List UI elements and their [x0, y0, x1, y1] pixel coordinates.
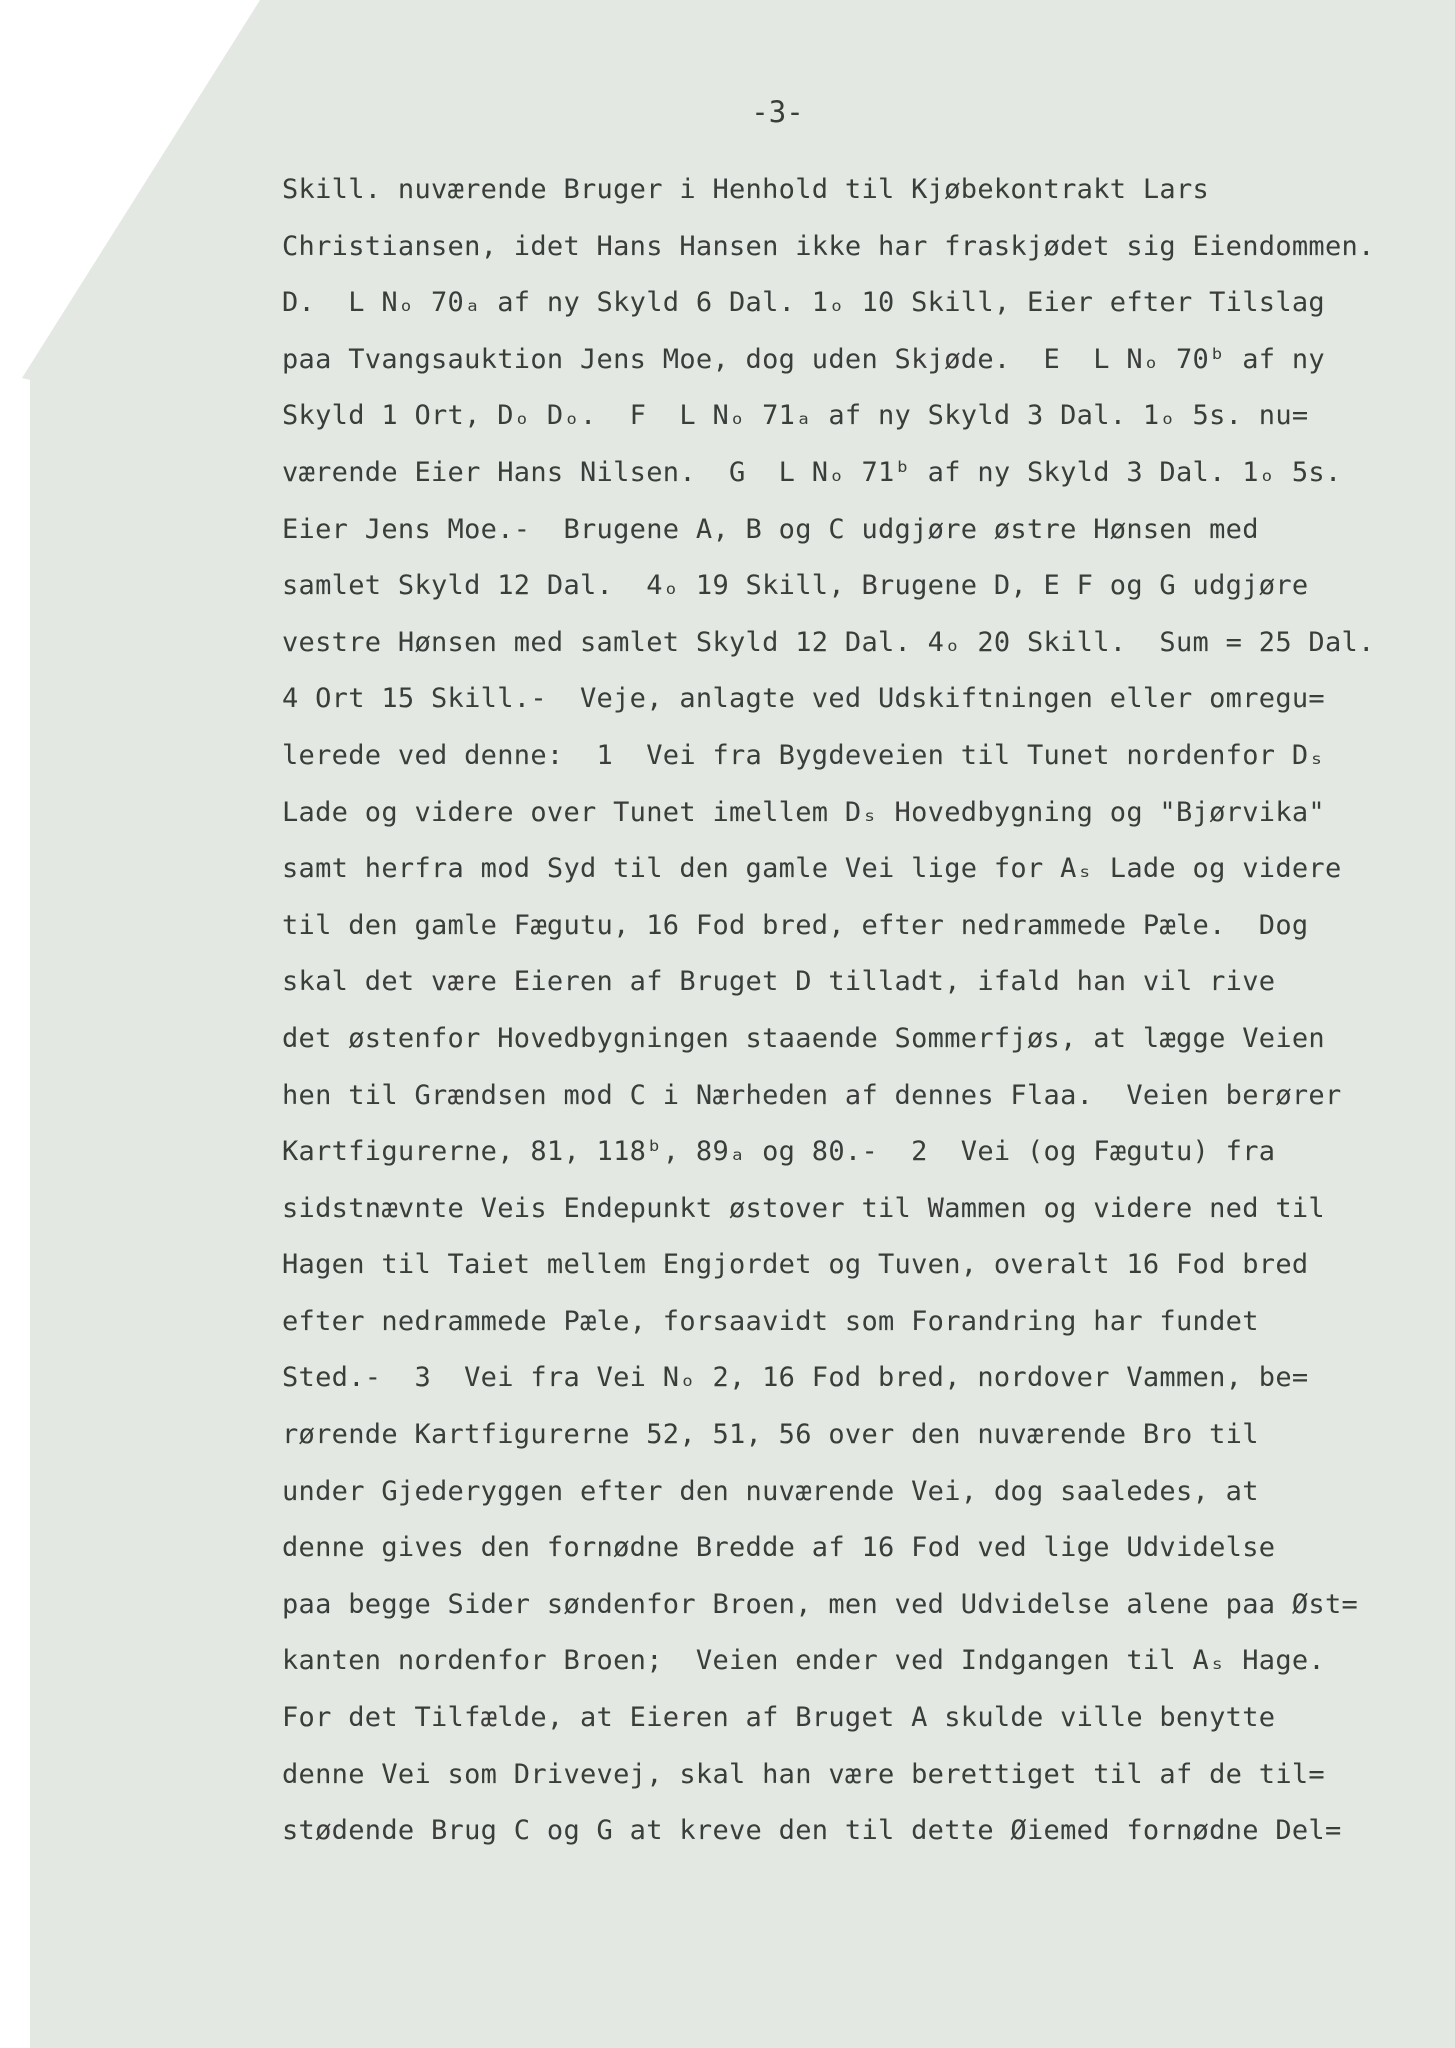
text-line: samlet Skyld 12 Dal. 4ₒ 19 Skill, Brugene D, E F og G udgjøre — [282, 570, 1309, 602]
text-line: det østenfor Hovedbygningen staaende Sommerfjøs, at lægge Veien — [282, 1022, 1325, 1054]
text-line: kanten nordenfor Broen; Veien ender ved Indgangen til Aₛ Hage. — [282, 1645, 1325, 1677]
text-line: vestre Hønsen med samlet Skyld 12 Dal. 4ₒ 20 Skill. Sum = 25 Dal. — [282, 626, 1375, 658]
text-line: hen til Grændsen mod C i Nærheden af dennes Flaa. Veien berører — [282, 1079, 1342, 1111]
text-line: 4 Ort 15 Skill.- Veje, anlagte ved Udskiftningen eller omregu= — [282, 683, 1325, 715]
text-line: under Gjederyggen efter den nuværende Vei, dog saaledes, at — [282, 1475, 1259, 1507]
text-line: For det Tilfælde, at Eieren af Bruget A skulde ville benytte — [282, 1702, 1276, 1734]
text-line: lerede ved denne: 1 Vei fra Bygdeveien til Tunet nordenfor Dₛ — [282, 739, 1325, 771]
text-line: Christiansen, idet Hans Hansen ikke har fraskjødet sig Eiendommen. — [282, 230, 1375, 262]
text-line: Sted.- 3 Vei fra Vei Nₒ 2, 16 Fod bred, nordover Vammen, be= — [282, 1362, 1309, 1394]
text-line: Skyld 1 Ort, Dₒ Dₒ. F L Nₒ 71ₐ af ny Skyld 3 Dal. 1ₒ 5s. nu= — [282, 400, 1309, 432]
text-line: stødende Brug C og G at kreve den til dette Øiemed fornødne Del= — [282, 1815, 1342, 1847]
text-line: til den gamle Fægutu, 16 Fod bred, efter nedrammede Pæle. Dog — [282, 909, 1309, 941]
page-number: -3- — [751, 95, 804, 129]
text-line: samt herfra mod Syd til den gamle Vei lige for Aₛ Lade og videre — [282, 853, 1342, 885]
text-line: Lade og videre over Tunet imellem Dₛ Hovedbygning og "Bjørvika" — [282, 796, 1325, 828]
text-line: efter nedrammede Pæle, forsaavidt som Forandring har fundet — [282, 1305, 1259, 1337]
text-line: værende Eier Hans Nilsen. G L Nₒ 71ᵇ af ny Skyld 3 Dal. 1ₒ 5s. — [282, 456, 1342, 488]
text-line: Skill. nuværende Bruger i Henhold til Kjøbekontrakt Lars — [282, 174, 1210, 205]
text-line: skal det være Eieren af Bruget D tilladt, ifald han vil rive — [282, 966, 1276, 998]
text-line: sidstnævnte Veis Endepunkt østover til Wammen og videre ned til — [282, 1192, 1325, 1224]
text-line: Eier Jens Moe.- Brugene A, B og C udgjøre østre Hønsen med — [282, 513, 1259, 545]
text-line: paa begge Sider søndenfor Broen, men ved Udvidelse alene paa Øst= — [282, 1588, 1359, 1620]
text-line: denne gives den fornødne Bredde af 16 Fod ved lige Udvidelse — [282, 1532, 1276, 1564]
text-line: D. L Nₒ 70ₐ af ny Skyld 6 Dal. 1ₒ 10 Skill, Eier efter Tilslag — [282, 287, 1325, 319]
text-line: rørende Kartfigurerne 52, 51, 56 over den nuværende Bro til — [282, 1419, 1259, 1451]
text-line: paa Tvangsauktion Jens Moe, dog uden Skjøde. E L Nₒ 70ᵇ af ny — [282, 343, 1325, 375]
text-line: Hagen til Taiet mellem Engjordet og Tuven, overalt 16 Fod bred — [282, 1249, 1309, 1281]
text-line: denne Vei som Drivevej, skal han være berettiget til af de til= — [282, 1758, 1325, 1790]
body-text — [282, 162, 1442, 1860]
text-line: Kartfigurerne, 81, 118ᵇ, 89ₐ og 80.- 2 Vei (og Fægutu) fra — [282, 1136, 1276, 1168]
